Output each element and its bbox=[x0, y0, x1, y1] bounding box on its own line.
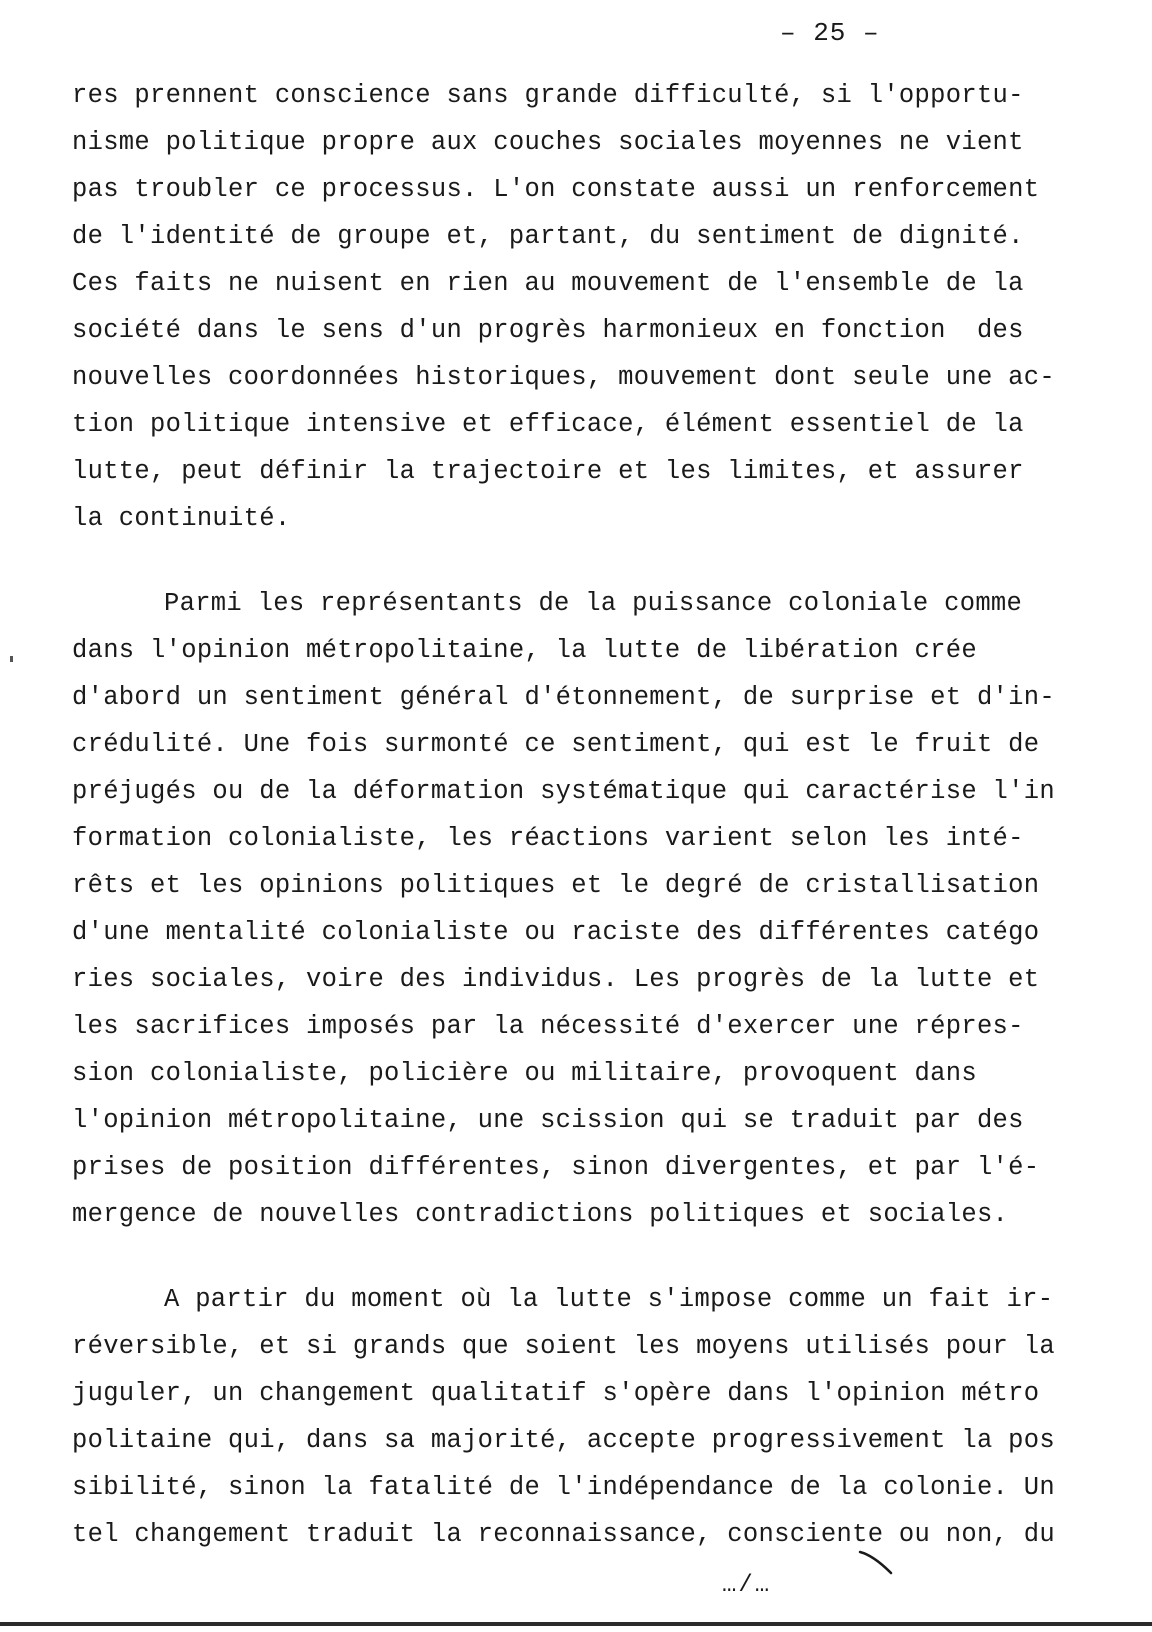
text-line: nouvelles coordonnées historiques, mouvement dont seule une ac- bbox=[72, 363, 1055, 392]
text-line: mergence de nouvelles contradictions politiques et sociales. bbox=[72, 1200, 1009, 1229]
text-line: les sacrifices imposés par la nécessité d'exercer une répres- bbox=[72, 1012, 1024, 1041]
text-line: la continuité. bbox=[72, 504, 291, 533]
paragraph-3 bbox=[72, 1276, 1082, 1558]
text-line: crédulité. Une fois surmonté ce sentiment, qui est le fruit de bbox=[72, 730, 1040, 759]
text-line: pas troubler ce processus. L'on constate aussi un renforcement bbox=[72, 175, 1040, 204]
text-line: lutte, peut définir la trajectoire et les limites, et assurer bbox=[72, 457, 1024, 486]
text-line: d'une mentalité colonialiste ou raciste des différentes catégo bbox=[72, 918, 1040, 947]
continuation-mark: …/… bbox=[722, 1572, 772, 1599]
body-text bbox=[72, 72, 1082, 1558]
text-line: rêts et les opinions politiques et le degré de cristallisation bbox=[72, 871, 1040, 900]
text-line: politaine qui, dans sa majorité, accepte progressivement la pos bbox=[72, 1426, 1055, 1455]
text-line: l'opinion métropolitaine, une scission qui se traduit par des bbox=[72, 1106, 1024, 1135]
page-bottom-edge bbox=[0, 1622, 1152, 1626]
text-line: réversible, et si grands que soient les moyens utilisés pour la bbox=[72, 1332, 1055, 1361]
page-number: – 25 – bbox=[780, 18, 880, 48]
text-line: tion politique intensive et efficace, élément essentiel de la bbox=[72, 410, 1024, 439]
text-line: de l'identité de groupe et, partant, du sentiment de dignité. bbox=[72, 222, 1024, 251]
text-line: société dans le sens d'un progrès harmonieux en fonction des bbox=[72, 316, 1024, 345]
text-line: res prennent conscience sans grande difficulté, si l'opportu- bbox=[72, 81, 1024, 110]
text-line: sibilité, sinon la fatalité de l'indépendance de la colonie. Un bbox=[72, 1473, 1055, 1502]
text-line: formation colonialiste, les réactions varient selon les inté- bbox=[72, 824, 1024, 853]
paragraph-spacer bbox=[72, 542, 1082, 580]
text-line: dans l'opinion métropolitaine, la lutte de libération crée bbox=[72, 636, 977, 665]
pen-stroke-mark bbox=[858, 1548, 894, 1576]
margin-mark bbox=[10, 656, 13, 662]
paragraph-2 bbox=[72, 580, 1082, 1238]
text-line: tel changement traduit la reconnaissance, consciente ou non, du bbox=[72, 1520, 1055, 1549]
text-line: juguler, un changement qualitatif s'opère dans l'opinion métro bbox=[72, 1379, 1040, 1408]
paragraph-1 bbox=[72, 72, 1082, 542]
text-line: préjugés ou de la déformation systématique qui caractérise l'in bbox=[72, 777, 1055, 806]
text-line: sion colonialiste, policière ou militaire, provoquent dans bbox=[72, 1059, 977, 1088]
paragraph-spacer bbox=[72, 1238, 1082, 1276]
text-line: ries sociales, voire des individus. Les progrès de la lutte et bbox=[72, 965, 1040, 994]
text-line: d'abord un sentiment général d'étonnement, de surprise et d'in- bbox=[72, 683, 1055, 712]
text-line: Ces faits ne nuisent en rien au mouvement de l'ensemble de la bbox=[72, 269, 1024, 298]
text-line: A partir du moment où la lutte s'impose comme un fait ir- bbox=[164, 1285, 1054, 1314]
text-line: Parmi les représentants de la puissance coloniale comme bbox=[164, 589, 1023, 618]
text-line: nisme politique propre aux couches sociales moyennes ne vient bbox=[72, 128, 1024, 157]
text-line: prises de position différentes, sinon divergentes, et par l'é- bbox=[72, 1153, 1040, 1182]
